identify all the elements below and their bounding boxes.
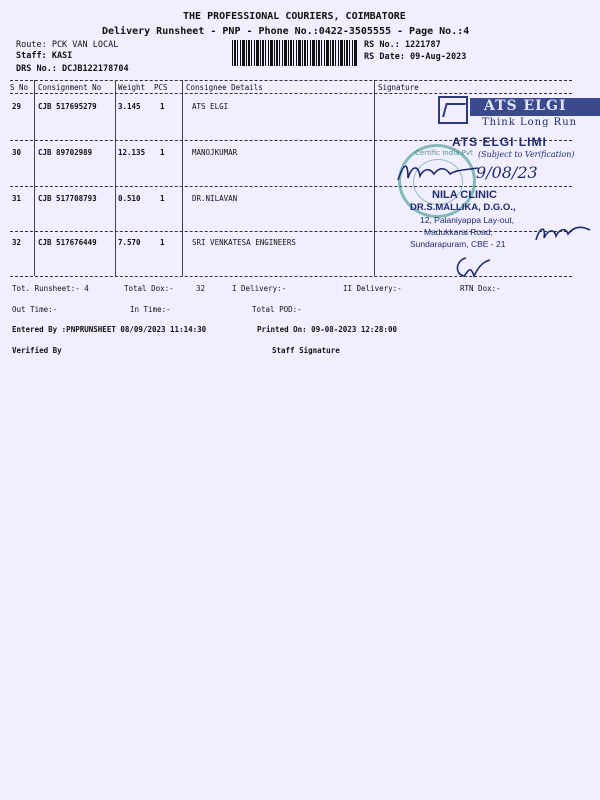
column-line [182,80,183,276]
ats-banner-text: ATS ELGI [484,98,567,114]
drs-number: DRS No.: DCJB122178704 [16,64,129,74]
ats-tagline: Think Long Run [482,117,578,128]
total-pod: Total POD:- [252,305,302,314]
clinic-name: NILA CLINIC [432,189,497,201]
ats-banner [470,98,600,116]
clinic-address-2: Madukkarai Road, [424,227,493,237]
route-label: Route: PCK VAN LOCAL [16,40,119,50]
rtn-dox: RTN Dox:- [460,284,501,293]
row-sno: 30 [12,148,22,157]
company-title: THE PROFESSIONAL COURIERS, COIMBATORE [183,11,406,22]
ats-verification: (Subject to Verification) [478,150,575,159]
printed-on: Printed On: 09-08-2023 12:28:00 [257,325,397,334]
row-consignment: CJB 517676449 [38,238,97,247]
in-time: In Time:- [130,305,171,314]
row-consignment: CJB 89702989 [38,148,93,157]
row-weight: 3.145 [118,102,141,111]
row-weight: 12.135 [118,148,146,157]
row-sno: 32 [12,238,22,247]
row-weight: 7.570 [118,238,141,247]
row-consignment: CJB 517708793 [38,194,97,203]
rs-date: RS Date: 09-Aug-2023 [364,52,467,62]
ii-delivery: II Delivery:- [343,284,402,293]
column-line [115,80,116,276]
col-consignment: Consignment No [38,83,102,92]
row-pcs: 1 [160,194,165,203]
ats-logo-icon [438,96,468,124]
column-line [34,80,35,276]
row-pcs: 1 [160,238,165,247]
ats-company-line: ATS ELGI LIMI [452,135,547,149]
handwritten-signature-icon [394,158,484,188]
row-consignment: CJB 517695279 [38,102,97,111]
clinic-address-1: 12, Palaniyappa Lay-out, [420,215,515,225]
round-stamp-text: Certific India Pvt [415,149,473,157]
divider [10,80,572,81]
row-sno: 31 [12,194,22,203]
entered-by: Entered By :PNPRUNSHEET 08/09/2023 11:14:30 [12,325,207,334]
runsheet-subtitle: Delivery Runsheet - PNP - Phone No.:0422-3505555 - Page No.:4 [102,26,470,37]
barcode [232,40,357,66]
out-time: Out Time:- [12,305,58,314]
verified-by: Verified By [12,346,62,355]
clinic-address-3: Sundarapuram, CBE - 21 [410,239,506,249]
row-sno: 29 [12,102,22,111]
row-consignee: DR.NILAVAN [192,194,238,203]
row-pcs: 1 [160,148,165,157]
divider [10,93,572,94]
rs-number: RS No.: 1221787 [364,40,441,50]
row-pcs: 1 [160,102,165,111]
col-signature: Signature [378,83,419,92]
total-dox-value: 32 [196,284,206,293]
col-pcs: PCS [154,83,168,92]
column-line [374,80,375,276]
doctor-signature-icon [532,220,594,248]
divider [10,186,572,187]
i-delivery: I Delivery:- [232,284,287,293]
col-sno: S No [10,83,29,92]
staff-label: Staff: KASI [16,51,73,61]
initials-signature-icon [452,254,496,280]
total-dox-label: Total Dox:- [124,284,174,293]
row-consignee: SRI VENKATESA ENGINEERS [192,238,296,247]
row-weight: 0.510 [118,194,141,203]
col-weight: Weight [118,83,146,92]
row-consignee: MANOJKUMAR [192,148,238,157]
handwritten-date: 9/08/23 [476,163,538,182]
total-runsheet: Tot. Runsheet:- 4 [12,284,89,293]
col-consignee: Consignee Details [186,83,263,92]
clinic-doctor: DR.S.MALLIKA, D.G.O., [410,202,516,213]
row-consignee: ATS ELGI [192,102,229,111]
staff-signature-label: Staff Signature [272,346,340,355]
